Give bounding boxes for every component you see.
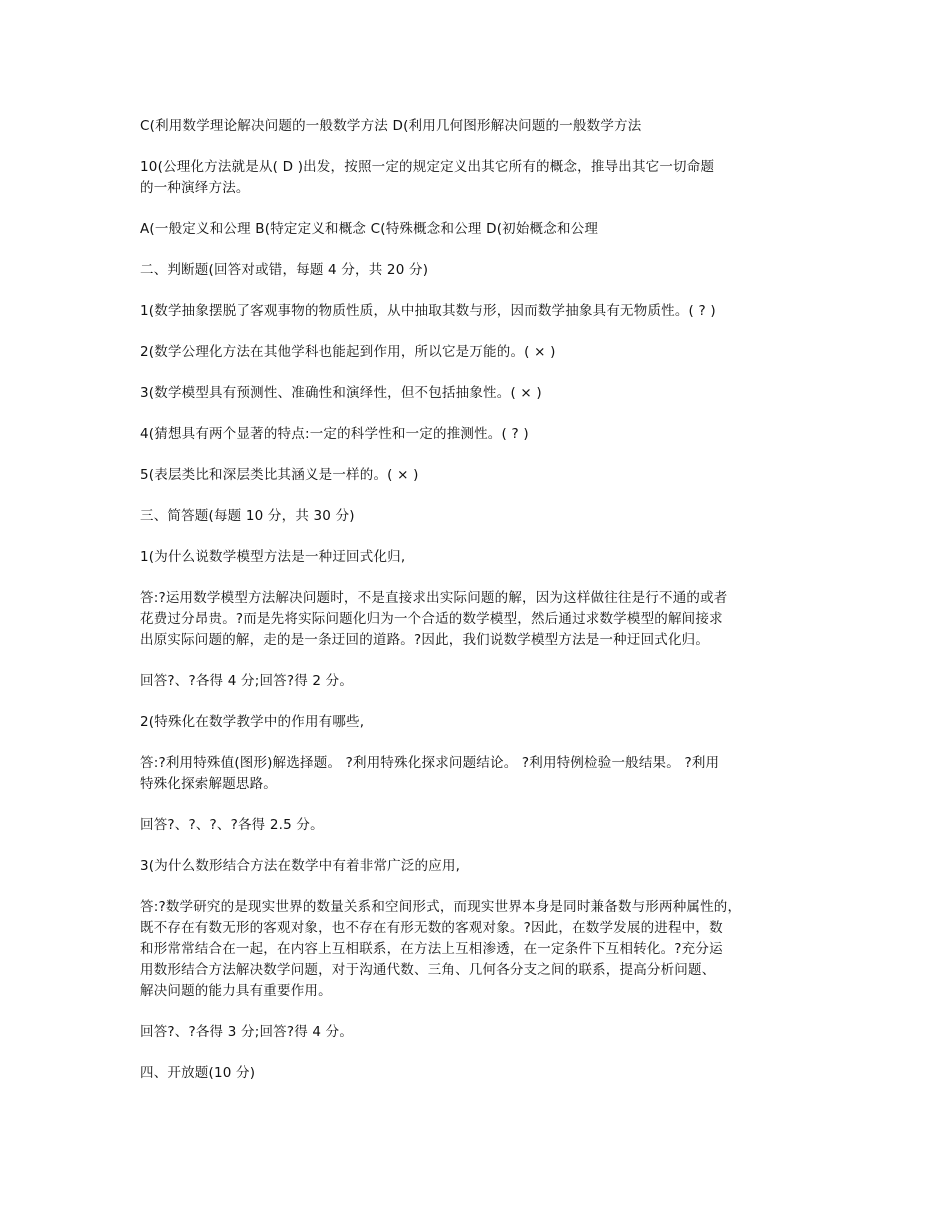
text-line: 4(猜想具有两个显著的特点:一定的科学性和一定的推测性。( ? ) bbox=[140, 426, 529, 442]
text-line: 1(为什么说数学模型方法是一种迂回式化归, bbox=[140, 549, 406, 565]
text-line: 四、开放题(10 分) bbox=[140, 1065, 256, 1081]
paragraph bbox=[140, 815, 830, 836]
paragraph bbox=[140, 712, 830, 733]
paragraph bbox=[140, 671, 830, 692]
text-line: 1(数学抽象摆脱了客观事物的物质性质，从中抽取其数与形，因而数学抽象具有无物质性。( ? ) bbox=[140, 303, 716, 319]
text-line: 特殊化探索解题思路。 bbox=[140, 776, 277, 792]
text-line: 10(公理化方法就是从( D )出发，按照一定的规定定义出其它所有的概念，推导出其它一切命题 bbox=[140, 159, 715, 175]
paragraph bbox=[140, 897, 830, 1002]
text-line: 和形常常结合在一起，在内容上互相联系，在方法上互相渗透，在一定条件下互相转化。?充分运 bbox=[140, 941, 723, 957]
text-line: 回答?、?各得 3 分;回答?得 4 分。 bbox=[140, 1024, 354, 1040]
text-line: 5(表层类比和深层类比其涵义是一样的。( × ) bbox=[140, 467, 419, 483]
text-line: 答:?运用数学模型方法解决问题时，不是直接求出实际问题的解，因为这样做往往是行不通的或者 bbox=[140, 590, 728, 606]
text-line: 回答?、?、?、?各得 2.5 分。 bbox=[140, 817, 324, 833]
paragraph bbox=[140, 506, 830, 527]
document-body bbox=[140, 116, 830, 1104]
text-line: 答:?数学研究的是现实世界的数量关系和空间形式，而现实世界本身是同时兼备数与形两种属性的， bbox=[140, 899, 742, 915]
text-line: 二、判断题(回答对或错，每题 4 分，共 20 分) bbox=[140, 262, 429, 278]
paragraph bbox=[140, 465, 830, 486]
text-line: 2(特殊化在数学教学中的作用有哪些, bbox=[140, 714, 365, 730]
paragraph bbox=[140, 1063, 830, 1084]
text-line: 三、简答题(每题 10 分，共 30 分) bbox=[140, 508, 355, 524]
paragraph bbox=[140, 301, 830, 322]
paragraph bbox=[140, 260, 830, 281]
text-line: 既不存在有数无形的客观对象，也不存在有形无数的客观对象。?因此，在数学发展的进程中，数 bbox=[140, 920, 723, 936]
text-line: 3(为什么数形结合方法在数学中有着非常广泛的应用, bbox=[140, 858, 461, 874]
paragraph bbox=[140, 856, 830, 877]
text-line: 回答?、?各得 4 分;回答?得 2 分。 bbox=[140, 673, 354, 689]
text-line: 的一种演绎方法。 bbox=[140, 180, 250, 196]
paragraph bbox=[140, 1022, 830, 1043]
text-line: 解决问题的能力具有重要作用。 bbox=[140, 983, 332, 999]
text-line: 3(数学模型具有预测性、准确性和演绎性，但不包括抽象性。( × ) bbox=[140, 385, 542, 401]
paragraph bbox=[140, 588, 830, 651]
paragraph bbox=[140, 753, 830, 795]
text-line: 2(数学公理化方法在其他学科也能起到作用，所以它是万能的。( × ) bbox=[140, 344, 556, 360]
paragraph bbox=[140, 157, 830, 199]
text-line: A(一般定义和公理 B(特定定义和概念 C(特殊概念和公理 D(初始概念和公理 bbox=[140, 221, 599, 237]
text-line: C(利用数学理论解决问题的一般数学方法 D(利用几何图形解决问题的一般数学方法 bbox=[140, 118, 642, 134]
paragraph bbox=[140, 342, 830, 363]
paragraph bbox=[140, 116, 830, 137]
text-line: 花费过分昂贵。?而是先将实际问题化归为一个合适的数学模型，然后通过求数学模型的解间接求 bbox=[140, 611, 723, 627]
text-line: 用数形结合方法解决数学问题，对于沟通代数、三角、几何各分支之间的联系，提高分析问题、 bbox=[140, 962, 716, 978]
paragraph bbox=[140, 547, 830, 568]
paragraph bbox=[140, 424, 830, 445]
text-line: 出原实际问题的解，走的是一条迂回的道路。?因此，我们说数学模型方法是一种迂回式化归。 bbox=[140, 632, 710, 648]
text-line: 答:?利用特殊值(图形)解选择题。 ?利用特殊化探求问题结论。 ?利用特例检验一般结果。 ?利用 bbox=[140, 755, 720, 771]
paragraph bbox=[140, 219, 830, 240]
paragraph bbox=[140, 383, 830, 404]
